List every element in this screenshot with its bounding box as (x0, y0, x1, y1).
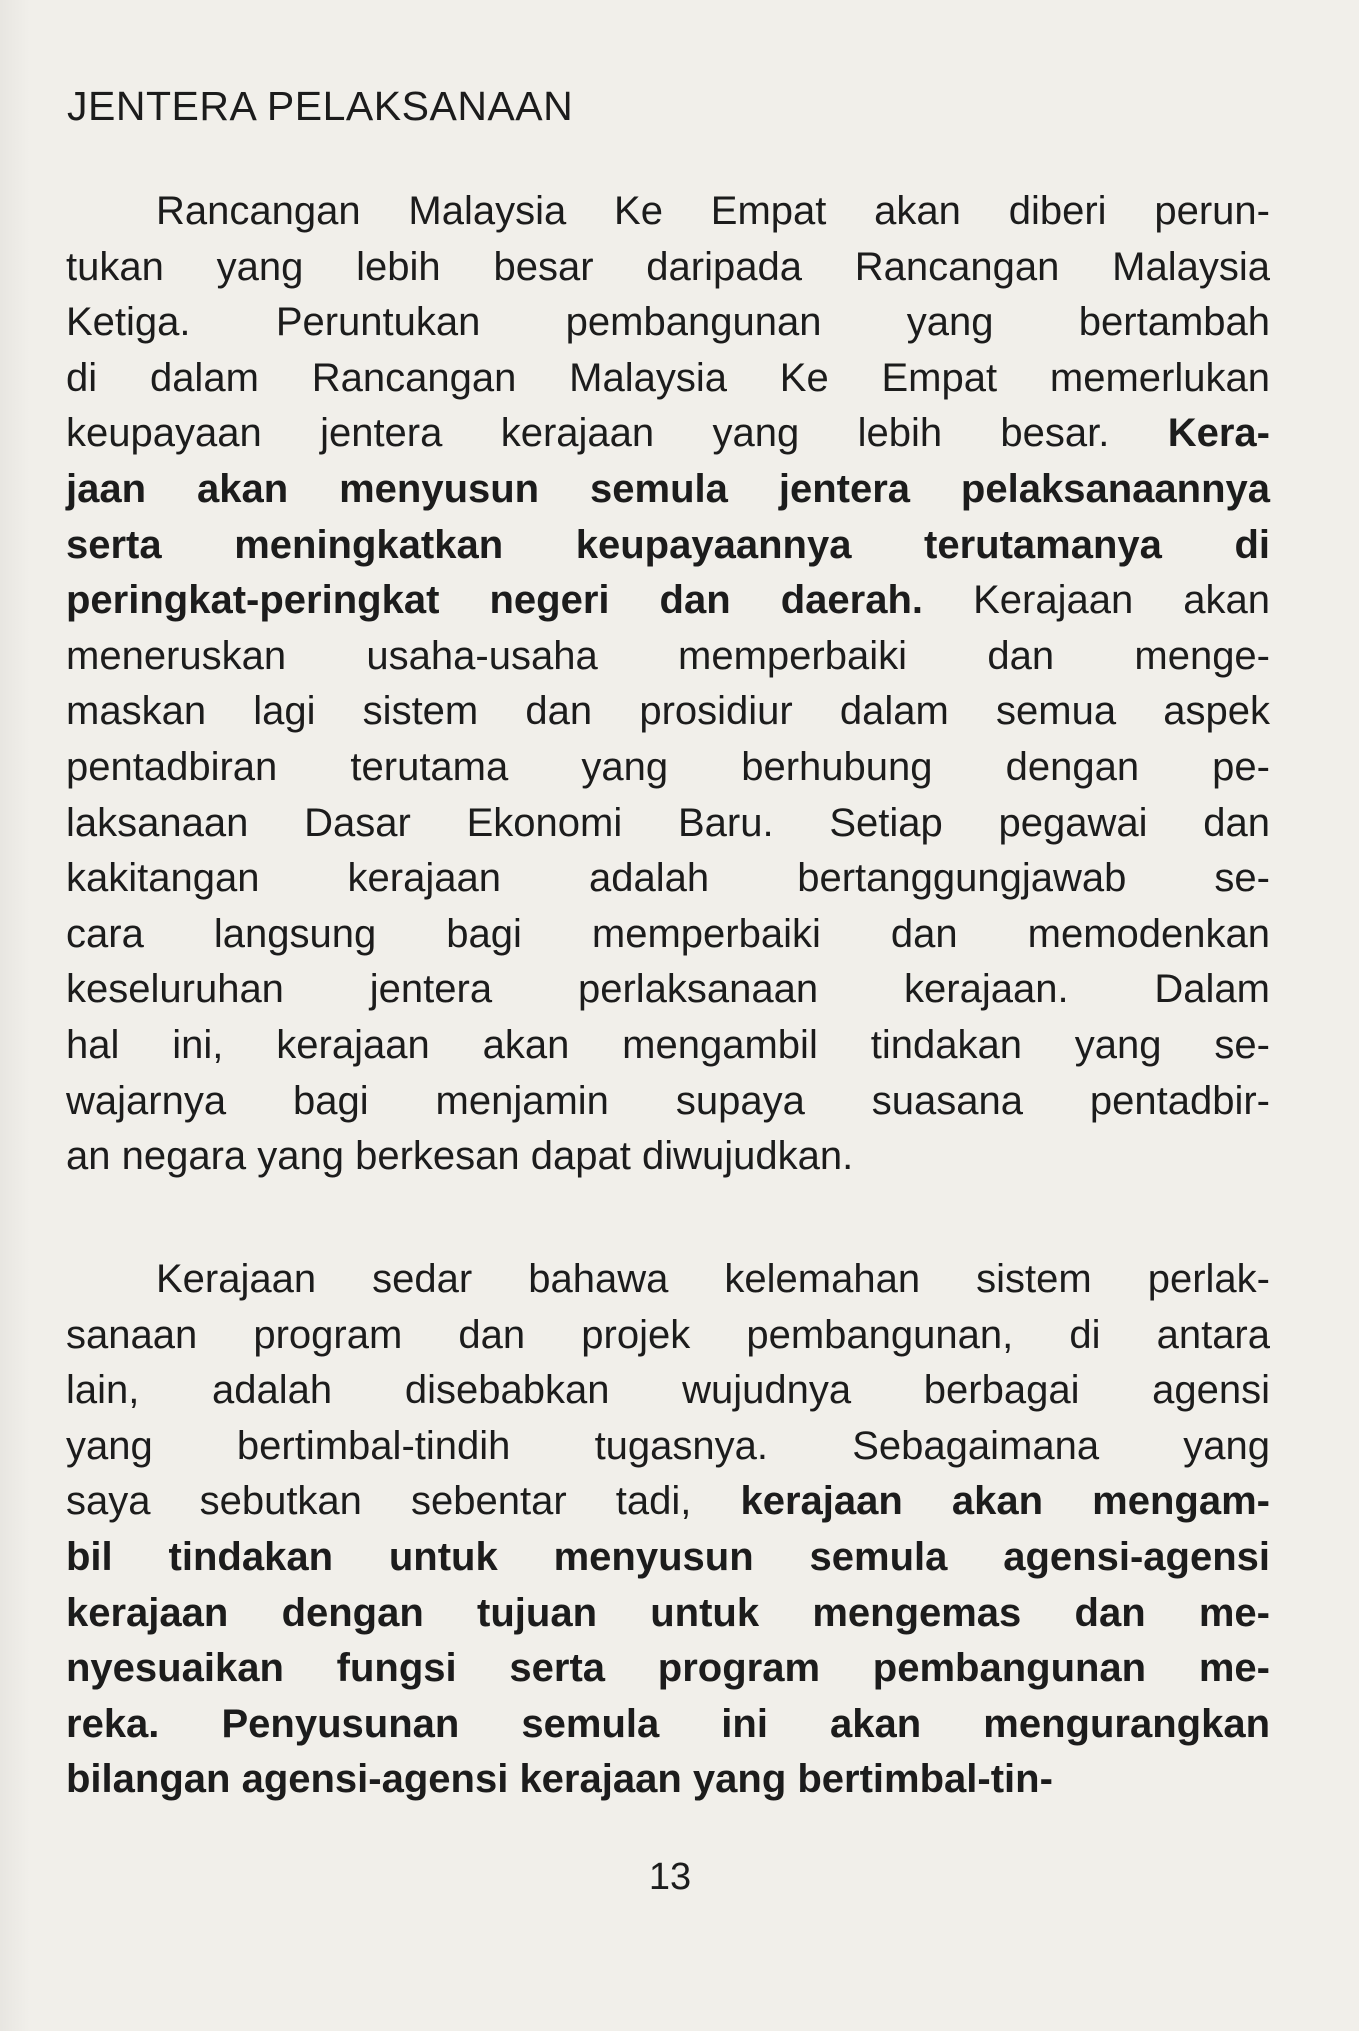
body-text: keupayaan jentera kerajaan yang lebih besar. (66, 411, 1168, 456)
text-line (66, 1641, 1270, 1697)
text-line (66, 295, 1270, 351)
text-line (66, 1530, 1270, 1586)
body-text: hal ini, kerajaan akan mengambil tindakan yang se- (66, 1022, 1270, 1067)
text-line (66, 351, 1270, 407)
bold-text: peringkat-peringkat negeri dan daerah. (66, 578, 924, 623)
bold-text: nyesuaikan fungsi serta program pembangunan me- (66, 1646, 1270, 1691)
text-line (66, 518, 1270, 574)
body-text: pentadbiran terutama yang berhubung dengan pe- (66, 744, 1270, 789)
bold-text: jaan akan menyusun semula jentera pelaksanaannya (66, 466, 1270, 511)
body-text: wajarnya bagi menjamin supaya suasana pentadbir- (66, 1078, 1270, 1123)
body-text: kakitangan kerajaan adalah bertanggungjawab se- (66, 856, 1270, 901)
bold-text: serta meningkatkan keupayaannya terutamanya di (66, 522, 1270, 567)
text-line (66, 462, 1270, 518)
bold-text: reka. Penyusunan semula ini akan mengurangkan (66, 1701, 1270, 1746)
text-line (66, 1363, 1270, 1419)
text-line (66, 684, 1270, 740)
text-line (66, 1697, 1270, 1753)
body-text: Kerajaan akan (923, 578, 1270, 623)
body-text: lain, adalah disebabkan wujudnya berbagai agensi (66, 1368, 1270, 1413)
body-text: Ketiga. Peruntukan pembangunan yang bertambah (66, 300, 1270, 345)
body-text: an negara yang berkesan dapat diwujudkan. (66, 1134, 854, 1179)
text-line (66, 1308, 1270, 1364)
paragraph-jentera-pelaksanaan (66, 184, 1270, 1185)
body-text: yang bertimbal-tindih tugasnya. Sebagaimana yang (66, 1423, 1270, 1468)
body-text: saya sebutkan sebentar tadi, (66, 1479, 741, 1524)
body-text: sanaan program dan projek pembangunan, di antara (66, 1312, 1270, 1357)
text-line (66, 907, 1270, 963)
text-line (66, 1252, 1270, 1308)
body-text: Kerajaan sedar bahawa kelemahan sistem perlak- (156, 1257, 1270, 1301)
bold-text: bil tindakan untuk menyusun semula agensi-agensi (66, 1534, 1270, 1579)
bold-text: bilangan agensi-agensi kerajaan yang bertimbal-tin- (66, 1757, 1053, 1802)
text-line (66, 1129, 1270, 1185)
text-line (66, 1074, 1270, 1130)
body-text: keseluruhan jentera perlaksanaan kerajaan. Dalam (66, 967, 1270, 1012)
text-line (66, 240, 1270, 296)
body-text: tukan yang lebih besar daripada Rancangan Malaysia (66, 244, 1270, 289)
body-text: maskan lagi sistem dan prosidiur dalam semua aspek (66, 689, 1270, 734)
text-line (66, 1419, 1270, 1475)
text-line (66, 851, 1270, 907)
text-line (66, 962, 1270, 1018)
text-line (66, 406, 1270, 462)
page-number: 13 (648, 1856, 692, 1898)
text-line (66, 629, 1270, 685)
text-line (66, 796, 1270, 852)
text-line (66, 1752, 1270, 1808)
body-text: di dalam Rancangan Malaysia Ke Empat memerlukan (66, 355, 1270, 400)
body-text: cara langsung bagi memperbaiki dan memodenkan (66, 911, 1270, 956)
bold-text: kerajaan akan mengam- (740, 1479, 1270, 1524)
body-text: laksanaan Dasar Ekonomi Baru. Setiap pegawai dan (66, 800, 1270, 845)
bold-text: kerajaan dengan tujuan untuk mengemas dan me- (66, 1590, 1270, 1635)
paragraph-kelemahan-sistem (66, 1252, 1270, 1808)
body-text: Rancangan Malaysia Ke Empat akan diberi perun- (156, 189, 1270, 233)
body-text: meneruskan usaha-usaha memperbaiki dan menge- (66, 633, 1270, 678)
text-line (66, 184, 1270, 240)
bold-text: Kera- (1167, 411, 1270, 456)
text-line (66, 573, 1270, 629)
text-line (66, 740, 1270, 796)
text-line (66, 1586, 1270, 1642)
text-line (66, 1474, 1270, 1530)
section-heading: JENTERA PELAKSANAAN (67, 83, 574, 129)
text-line (66, 1018, 1270, 1074)
